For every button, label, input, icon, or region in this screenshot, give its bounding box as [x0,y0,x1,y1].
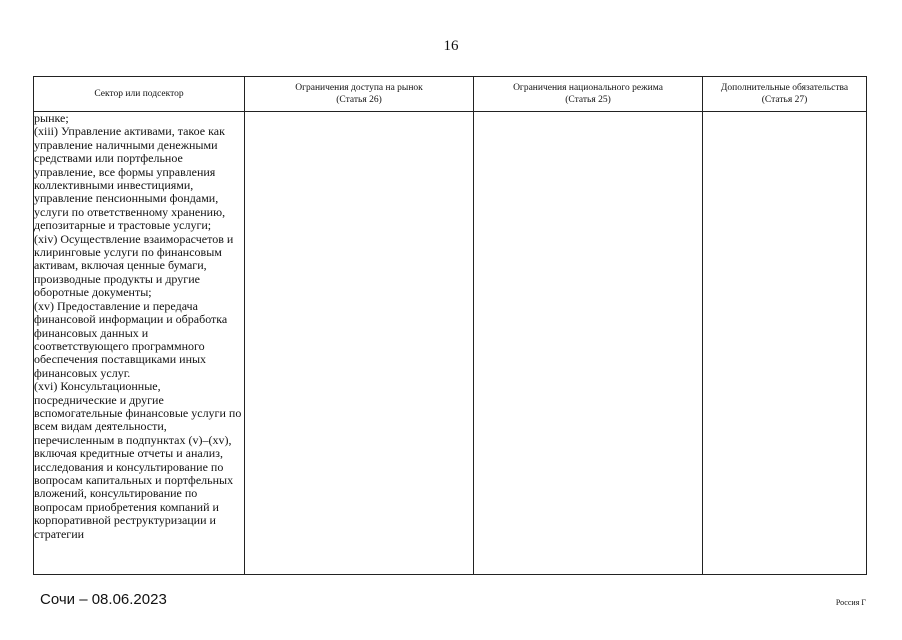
header-national-treatment [474,77,703,112]
sector-entry-xv: (xv) Предоставление и передача финансовой информации и обработка финансовых данных и соответствующего программного обеспечения поставщиками иных финансовых услуг. [34,298,228,380]
sector-entry-xvi: (xvi) Консультационные, посреднические и другие вспомогательные финансовые услуги по всем видам деятельности, перечисленным в подпунктах (v)–(xv), включая кредитные отчеты и анализ, исследования и консультирование по вопросам капитальных и портфельных вложений, консультирование по вопросам приобретения компаний и корпоративной реструктуризации и стратегии [34,379,242,541]
sector-cell [34,112,245,575]
header-sector [34,77,245,112]
sector-entry-continuation: рынке; [34,111,69,125]
footer-country-mark: Россия Г [835,598,866,607]
additional-commitments-cell [703,112,867,575]
sector-entry-xiv: (xiv) Осуществление взаиморасчетов и клиринговые услуги по финансовым активам, включая ценные бумаги, производные продукты и другие оборотные документы; [34,231,234,300]
page-number: 16 [443,38,459,54]
header-market-access-article: (Статья 26) [336,95,382,105]
market-access-cell [245,112,474,575]
table-header-row [34,77,867,112]
header-national-treatment-article: (Статья 25) [565,95,611,105]
header-market-access-title: Ограничения доступа на рынок [295,83,423,93]
national-treatment-cell [474,112,703,575]
header-national-treatment-title: Ограничения национального режима [513,83,663,93]
header-sector-label: Сектор или подсектор [94,89,184,99]
sector-entry-xiii: (xiii) Управление активами, такое как управление наличными денежными средствами или портфельное управление, все формы управления коллективными инвестициями, управление пенсионными фондами, услуги по ответственному хранению, депозитарные и трастовые услуги; [34,124,226,233]
header-market-access [245,77,474,112]
header-additional-commitments-title: Дополнительные обязательства [720,83,849,93]
header-additional-commitments [703,77,867,112]
table-row [34,112,867,575]
footer-place-date: Сочи – 08.06.2023 [40,591,167,608]
header-additional-commitments-article: (Статья 27) [761,95,808,105]
commitments-table [33,76,867,575]
